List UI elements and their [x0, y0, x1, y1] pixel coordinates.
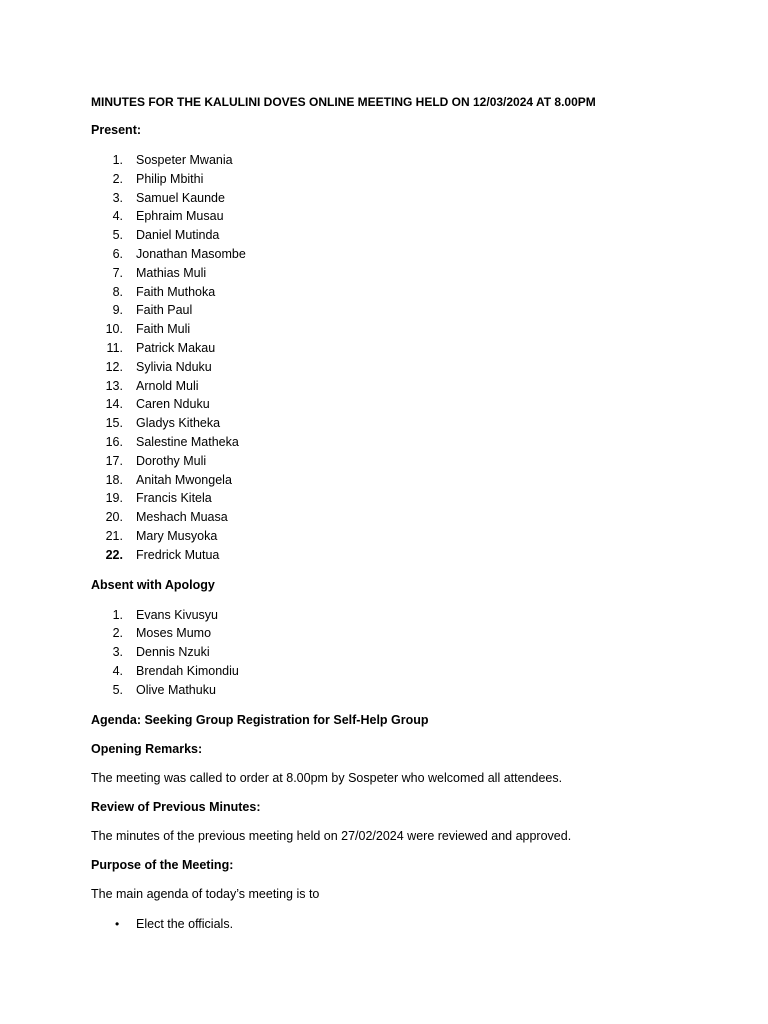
- list-number: 8.: [112, 284, 123, 299]
- bullet-text: Elect the officials.: [136, 916, 234, 931]
- list-number: 13.: [105, 378, 123, 393]
- bullet-item: [91, 915, 711, 933]
- present-heading: Present:: [91, 123, 142, 137]
- list-number: 21.: [105, 528, 123, 543]
- attendee-name: Mary Musyoka: [136, 528, 218, 543]
- purpose-bullet-list: [91, 915, 711, 933]
- present-list: [91, 151, 711, 565]
- attendee-name: Dorothy Muli: [136, 453, 207, 468]
- attendee-name: Anitah Mwongela: [136, 472, 232, 487]
- list-number: 2.: [112, 626, 123, 641]
- attendee-name: Sylivia Nduku: [136, 359, 212, 374]
- list-number: 4.: [112, 663, 123, 678]
- attendee-name: Faith Muthoka: [136, 284, 216, 299]
- attendee-name: Caren Nduku: [136, 397, 210, 412]
- attendee-name: Arnold Muli: [136, 378, 199, 393]
- list-item: [91, 471, 711, 490]
- list-item: [91, 681, 711, 700]
- list-item: [91, 662, 711, 681]
- list-item: [91, 226, 711, 245]
- list-number: 15.: [105, 416, 123, 431]
- list-item: [91, 207, 711, 226]
- list-number: 16.: [105, 434, 123, 449]
- attendee-name: Francis Kitela: [136, 491, 212, 506]
- attendee-name: Fredrick Mutua: [136, 547, 220, 562]
- absent-list: [91, 606, 711, 700]
- list-number: 4.: [112, 209, 123, 224]
- review-heading: Review of Previous Minutes:: [91, 799, 261, 814]
- bullet-icon: •: [115, 916, 120, 931]
- list-item: [91, 643, 711, 662]
- list-item: [91, 606, 711, 625]
- list-item: [91, 395, 711, 414]
- opening-heading: Opening Remarks:: [91, 741, 203, 756]
- list-item: [91, 527, 711, 546]
- attendee-name: Olive Mathuku: [136, 682, 216, 697]
- attendee-name: Daniel Mutinda: [136, 228, 220, 243]
- attendee-name: Faith Muli: [136, 322, 191, 337]
- list-number: 2.: [112, 171, 123, 186]
- attendee-name: Dennis Nzuki: [136, 645, 210, 660]
- list-item: [91, 189, 711, 208]
- list-number: 6.: [112, 246, 123, 261]
- list-item: [91, 339, 711, 358]
- document-title: MINUTES FOR THE KALULINI DOVES ONLINE MEETING HELD ON 12/03/2024 AT 8.00PM: [91, 95, 596, 109]
- attendee-name: Salestine Matheka: [136, 434, 239, 449]
- list-number: 3.: [112, 645, 123, 660]
- list-number: 17.: [105, 453, 123, 468]
- attendee-name: Philip Mbithi: [136, 171, 204, 186]
- list-number: 1.: [112, 153, 123, 167]
- list-number: 7.: [112, 265, 123, 280]
- purpose-heading: Purpose of the Meeting:: [91, 857, 234, 872]
- attendee-name: Samuel Kaunde: [136, 190, 225, 205]
- list-number: 14.: [105, 397, 123, 412]
- list-item: [91, 546, 711, 565]
- attendee-name: Sospeter Mwania: [136, 153, 233, 167]
- attendee-name: Gladys Kitheka: [136, 416, 221, 431]
- attendee-name: Brendah Kimondiu: [136, 663, 239, 678]
- attendee-name: Mathias Muli: [136, 265, 207, 280]
- list-item: [91, 170, 711, 189]
- list-item: [91, 264, 711, 283]
- list-number: 19.: [105, 491, 123, 506]
- attendee-name: Patrick Makau: [136, 340, 216, 355]
- list-number: 10.: [105, 322, 123, 337]
- attendee-name: Moses Mumo: [136, 626, 212, 641]
- attendee-name: Evans Kivusyu: [136, 607, 218, 622]
- list-number: 12.: [105, 359, 123, 374]
- list-number: 22.: [105, 547, 123, 562]
- list-number: 3.: [112, 190, 123, 205]
- agenda-heading: Agenda: Seeking Group Registration for Self-Help Group: [91, 712, 429, 727]
- list-number: 5.: [112, 228, 123, 243]
- list-item: [91, 358, 711, 377]
- list-number: 9.: [112, 303, 123, 318]
- list-number: 18.: [105, 472, 123, 487]
- list-item: [91, 624, 711, 643]
- attendee-name: Jonathan Masombe: [136, 246, 246, 261]
- list-number: 11.: [106, 340, 123, 355]
- list-item: [91, 245, 711, 264]
- attendee-name: Ephraim Musau: [136, 209, 224, 224]
- purpose-text: The main agenda of today’s meeting is to: [91, 886, 320, 901]
- list-number: 20.: [105, 510, 123, 525]
- list-number: 5.: [112, 682, 123, 697]
- list-item: [91, 301, 711, 320]
- list-item: [91, 414, 711, 433]
- list-item: [91, 508, 711, 527]
- list-item: [91, 452, 711, 471]
- attendee-name: Faith Paul: [136, 303, 193, 318]
- list-item: [91, 377, 711, 396]
- list-item: [91, 433, 711, 452]
- list-item: [91, 489, 711, 508]
- opening-text: The meeting was called to order at 8.00pm by Sospeter who welcomed all attendees.: [91, 770, 563, 785]
- list-number: 1.: [112, 607, 123, 622]
- document-page: [91, 94, 711, 933]
- absent-heading: Absent with Apology: [91, 577, 215, 592]
- list-item: [91, 151, 711, 170]
- attendee-name: Meshach Muasa: [136, 510, 228, 525]
- list-item: [91, 320, 711, 339]
- list-item: [91, 283, 711, 302]
- review-text: The minutes of the previous meeting held on 27/02/2024 were reviewed and approved.: [91, 828, 572, 843]
